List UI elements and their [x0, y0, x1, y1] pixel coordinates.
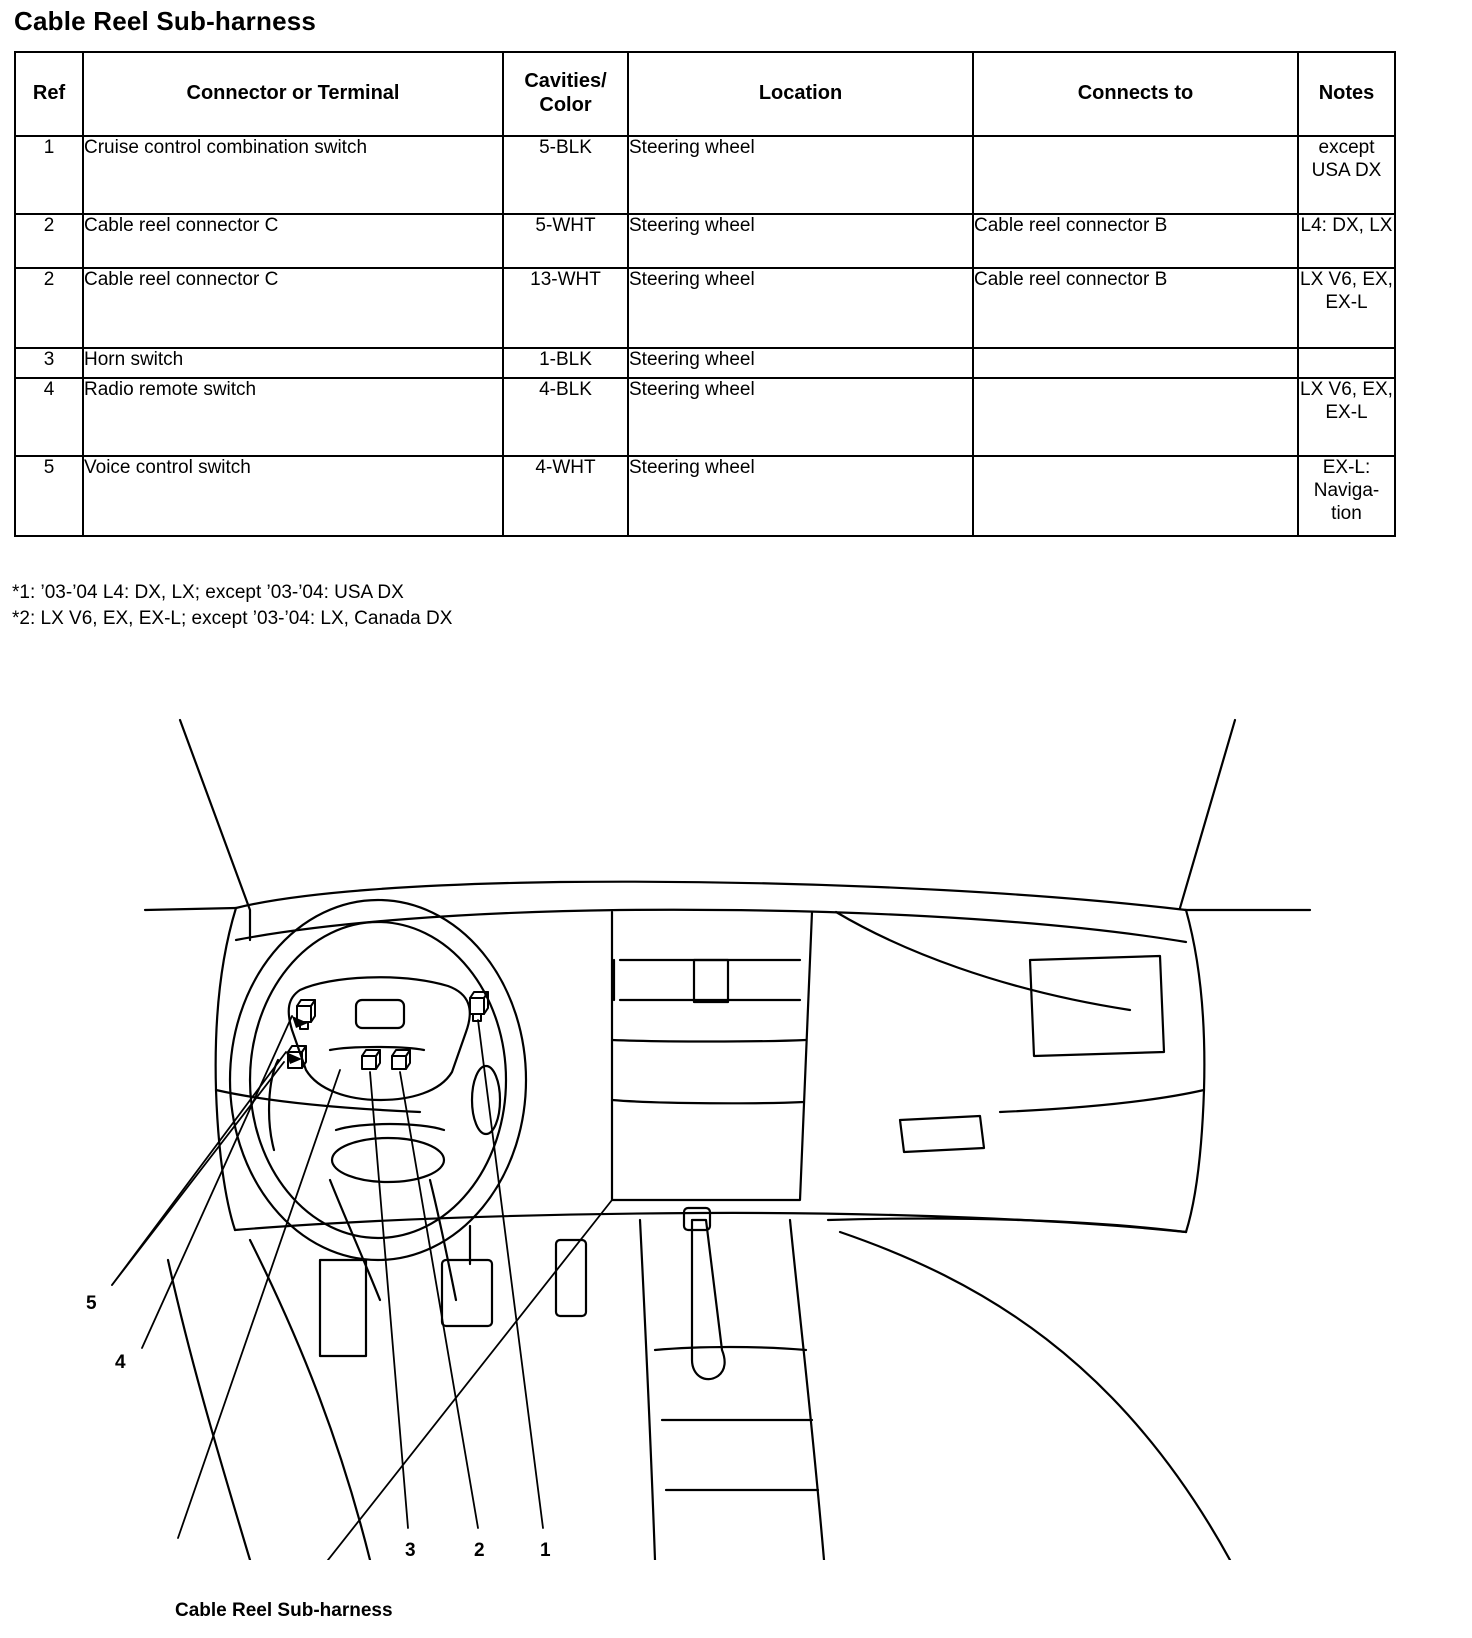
footnote-2: *2: LX V6, EX, EX-L; except ’03-’04: LX, Canada DX: [12, 607, 453, 629]
cell-cavities: 4-WHT: [503, 456, 628, 536]
cell-cavities: 1-BLK: [503, 348, 628, 378]
cell-notes: EX-L: Naviga-tion: [1298, 456, 1395, 536]
cavities-line1: Cavities/: [524, 70, 607, 93]
table-row: [15, 378, 1395, 456]
column-header-cavities-color: [503, 52, 628, 136]
table-row: [15, 268, 1395, 348]
page-title: Cable Reel Sub-harness: [14, 6, 317, 36]
cell-connector: Cable reel connector C: [83, 268, 503, 348]
cell-location: Steering wheel: [628, 456, 973, 536]
cell-ref: 4: [15, 378, 83, 456]
callout-1: 1: [540, 1540, 551, 1561]
cell-cavities: 4-BLK: [503, 378, 628, 456]
cell-ref: 1: [15, 136, 83, 214]
table-row: [15, 456, 1395, 536]
column-header-notes: Notes: [1298, 52, 1395, 136]
cell-connects-to: [973, 348, 1298, 378]
cell-connects-to: Cable reel connector B: [973, 268, 1298, 348]
cell-connector: Cruise control combination switch: [83, 136, 503, 214]
table-row: [15, 214, 1395, 268]
column-header-location: Location: [628, 52, 973, 136]
cell-location: Steering wheel: [628, 214, 973, 268]
callout-5: 5: [86, 1293, 97, 1314]
cell-connector: Radio remote switch: [83, 378, 503, 456]
cell-notes: LX V6, EX, EX-L: [1298, 378, 1395, 456]
cell-location: Steering wheel: [628, 136, 973, 214]
figure-caption: Cable Reel Sub-harness: [175, 1600, 393, 1621]
column-header-ref: Ref: [15, 52, 83, 136]
harness-table: [14, 51, 1396, 537]
cell-notes: [1298, 348, 1395, 378]
column-header-connects-to: Connects to: [973, 52, 1298, 136]
cell-notes: LX V6, EX, EX-L: [1298, 268, 1395, 348]
callout-2: 2: [474, 1540, 485, 1561]
column-header-connector: Connector or Terminal: [83, 52, 503, 136]
cell-ref: 3: [15, 348, 83, 378]
cell-location: Steering wheel: [628, 378, 973, 456]
footnote-1: *1: ’03-’04 L4: DX, LX; except ’03-’04: USA DX: [12, 582, 404, 603]
cell-ref: 5: [15, 456, 83, 536]
cell-connector: Horn switch: [83, 348, 503, 378]
cell-cavities: 5-WHT: [503, 214, 628, 268]
cell-connector: Cable reel connector C: [83, 214, 503, 268]
instrument-panel-drawing: [0, 660, 1472, 1560]
cell-ref: 2: [15, 214, 83, 268]
callout-3: 3: [405, 1540, 416, 1561]
cell-connects-to: Cable reel connector B: [973, 214, 1298, 268]
cell-notes: L4: DX, LX: [1298, 214, 1395, 268]
cell-ref: 2: [15, 268, 83, 348]
cell-connects-to: [973, 378, 1298, 456]
table-row: [15, 348, 1395, 378]
footnotes: [12, 580, 452, 631]
table-row: [15, 136, 1395, 214]
callout-4: 4: [115, 1352, 126, 1373]
cell-cavities: 13-WHT: [503, 268, 628, 348]
instrument-panel-figure: [0, 660, 1472, 1560]
table-header-row: [15, 52, 1395, 136]
cavities-line2: Color: [539, 94, 592, 116]
cell-location: Steering wheel: [628, 348, 973, 378]
cell-notes: except USA DX: [1298, 136, 1395, 214]
cell-location: Steering wheel: [628, 268, 973, 348]
cell-connector: Voice control switch: [83, 456, 503, 536]
cell-connects-to: [973, 456, 1298, 536]
cell-connects-to: [973, 136, 1298, 214]
cell-cavities: 5-BLK: [503, 136, 628, 214]
